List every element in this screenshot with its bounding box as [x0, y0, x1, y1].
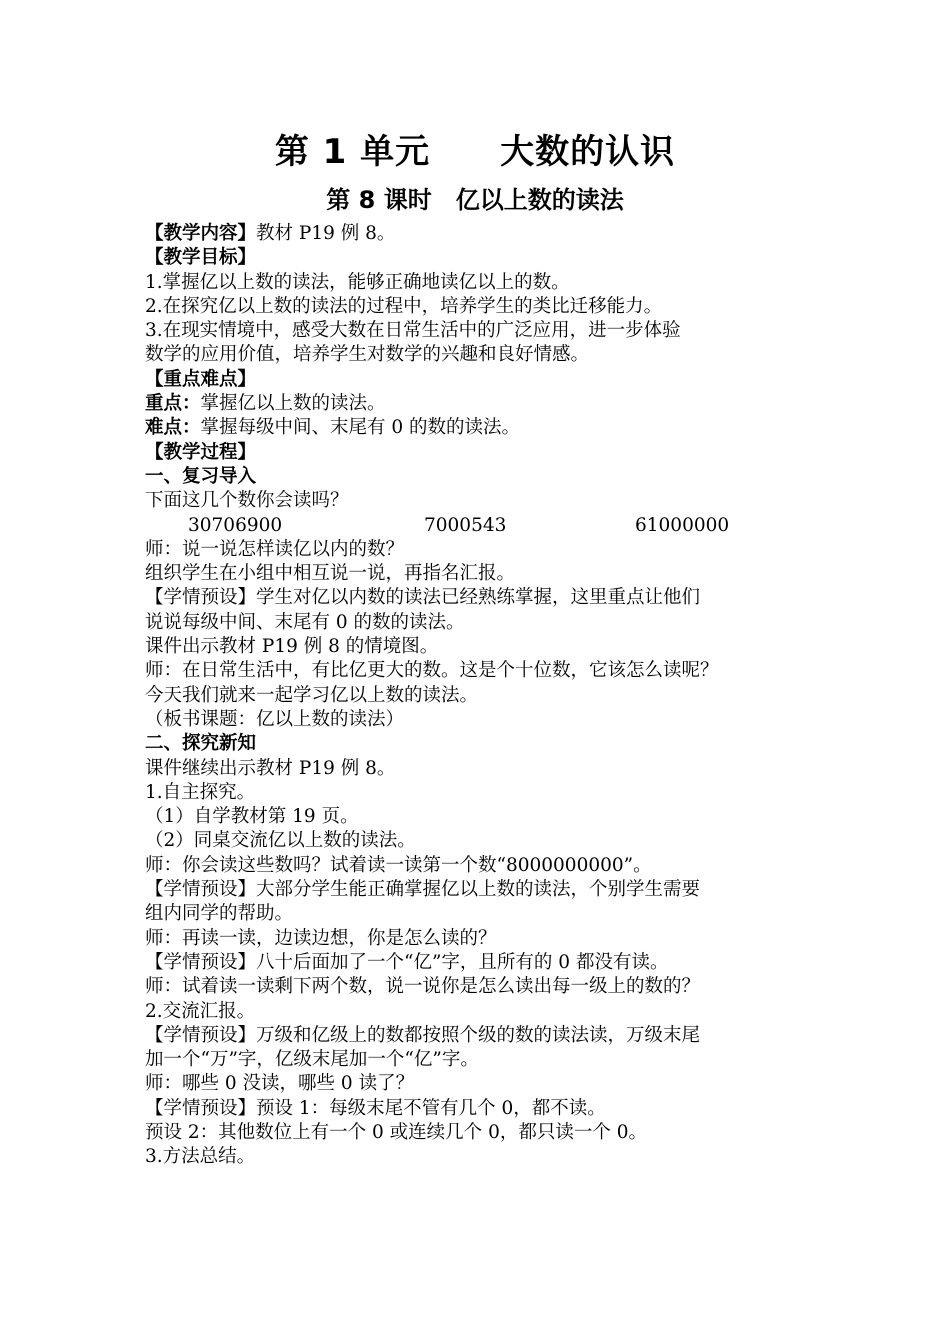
- paragraph-line: 2.交流汇报。: [145, 1000, 256, 1022]
- key-point-label: 重点：: [145, 393, 201, 415]
- section-heading-explore: 二、探究新知: [145, 733, 257, 755]
- lesson-body: [145, 222, 835, 1170]
- key-point-text: 掌握亿以上数的读法。: [200, 393, 386, 415]
- teaching-content-heading: 【教学内容】: [145, 223, 257, 244]
- paragraph-line: 课件出示教材 P19 例 8 的情境图。: [145, 636, 439, 658]
- paragraph-line: （2）同桌交流亿以上数的读法。: [145, 830, 416, 852]
- paragraph-line: 师：再读一读，边读边想，你是怎么读的？: [145, 927, 497, 949]
- paragraph-line: 师：在日常生活中，有比亿更大的数。这是个十位数，它该怎么读呢？: [145, 660, 719, 682]
- paragraph-line: 课件继续出示教材 P19 例 8。: [145, 757, 396, 779]
- objective-item: 3.在现实情境中，感受大数在日常生活中的广泛应用，进一步体验: [145, 320, 681, 342]
- paragraph-line: 3.方法总结。: [145, 1146, 256, 1168]
- paragraph-line: 【学情预设】万级和亿级上的数都按照个级的数的读法读，万级末尾: [145, 1024, 701, 1046]
- review-number: 61000000: [635, 514, 730, 536]
- review-number: 7000543: [424, 514, 507, 536]
- paragraph-line: 师：哪些 0 没读，哪些 0 读了？: [145, 1073, 415, 1095]
- paragraph-line: 【学情预设】学生对亿以内数的读法已经熟练掌握，这里重点让他们: [145, 587, 701, 609]
- section-heading-review: 一、复习导入: [145, 465, 257, 487]
- paragraph-line: 【学情预设】大部分学生能正确掌握亿以上数的读法，个别学生需要: [145, 879, 701, 901]
- review-number: 30706900: [188, 514, 283, 536]
- teaching-content-text: 教材 P19 例 8。: [256, 223, 396, 244]
- paragraph-line: 【学情预设】八十后面加了一个“亿”字，且所有的 0 都没有读。: [145, 951, 669, 973]
- objectives-heading: 【教学目标】: [145, 247, 257, 269]
- difficulty-line: [145, 416, 835, 440]
- paragraph-line: 【学情预设】预设 1：每级末尾不管有几个 0，都不读。: [145, 1097, 606, 1119]
- difficulty-label: 难点：: [145, 417, 201, 439]
- page-title: 第 1 单元 大数的认识: [274, 132, 676, 172]
- difficulty-text: 掌握每级中间、末尾有 0 的数的读法。: [200, 417, 521, 439]
- review-intro: 下面这几个数你会读吗？: [145, 490, 349, 512]
- lesson-subtitle: 第 8 课时 亿以上数的读法: [326, 186, 624, 214]
- paragraph-line: 1.自主探究。: [145, 781, 256, 803]
- paragraph-line: 组内同学的帮助。: [145, 903, 294, 925]
- objective-item: 2.在探究亿以上数的读法的过程中，培养学生的类比迁移能力。: [145, 295, 663, 317]
- objective-item: 数学的应用价值，培养学生对数学的兴趣和良好情感。: [145, 344, 590, 366]
- teaching-content-line: [145, 222, 835, 246]
- paragraph-line: 预设 2：其他数位上有一个 0 或连续几个 0，都只读一个 0。: [145, 1121, 647, 1143]
- paragraph-line: 师：说一说怎样读亿以内的数？: [145, 538, 405, 560]
- paragraph-line: 加一个“万”字，亿级末尾加一个“亿”字。: [145, 1049, 479, 1071]
- objective-item: 1.掌握亿以上数的读法，能够正确地读亿以上的数。: [145, 271, 570, 293]
- key-point-line: [145, 392, 835, 416]
- review-numbers: [145, 514, 835, 538]
- paragraph-line: （板书课题：亿以上数的读法）: [145, 708, 405, 730]
- paragraph-line: 说说每级中间、末尾有 0 的数的读法。: [145, 611, 465, 633]
- paragraph-line: （1）自学教材第 19 页。: [145, 806, 359, 828]
- paragraph-line: 师：你会读这些数吗？试着读一读第一个数“8000000000”。: [145, 854, 652, 876]
- paragraph-line: 师：试着读一读剩下两个数，说一说你是怎么读出每一级上的数的？: [145, 976, 701, 998]
- key-points-heading: 【重点难点】: [145, 368, 257, 390]
- paragraph-line: 组织学生在小组中相互说一说，再指名汇报。: [145, 563, 516, 585]
- process-heading: 【教学过程】: [145, 441, 257, 463]
- paragraph-line: 今天我们就来一起学习亿以上数的读法。: [145, 684, 479, 706]
